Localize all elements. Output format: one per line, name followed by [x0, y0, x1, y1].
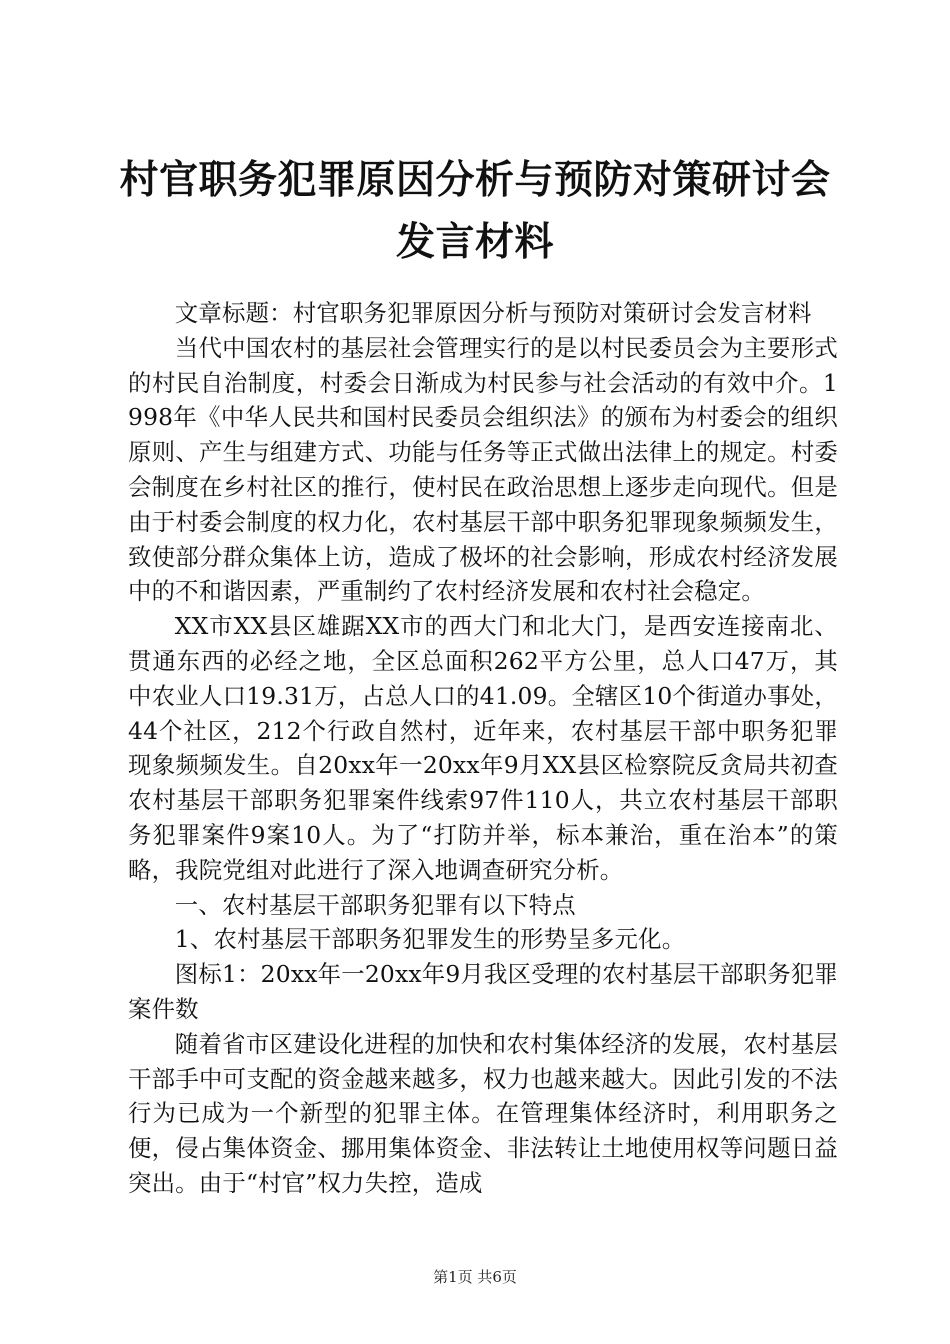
subsection-heading: 1、农村基层干部职务犯罪发生的形势呈多元化。: [174, 925, 686, 954]
page-footer: 第1页 共6页: [433, 1268, 517, 1286]
paragraph-intro: 当代中国农村的基层社会管理实行的是以村民委员会为主要形式的村民自治制度，村委会日渐成为村民参与社会活动的有效中介。1998年《中华人民共和国村民委员会组织法》的颁布为村委会的组织原则、产生与组建方式、功能与任务等正式做出法律上的规定。村委会制度在乡村社区的推行，使村民在政治思想上逐步走向现代。但是由于村委会制度的权力化，农村基层干部中职务犯罪现象频频发生，致使部分群众集体上访，造成了极坏的社会影响，形成农村经济发展中的不和谐因素，严重制约了农村经济发展和农村社会稳定。: [128, 333, 838, 606]
paragraph-district-overview: XX市XX县区雄踞XX市的西大门和北大门，是西安连接南北、贯通东西的必经之地，全区总面积262平方公里，总人口47万，其中农业人口19.31万，占总人口的41.09。全辖区10个街道办事处，44个社区，212个行政自然村，近年来，农村基层干部中职务犯罪现象频频发生。自20xx年一20xx年9月XX县区检察院反贪局共初查农村基层干部职务犯罪案件线索97件110人，共立农村基层干部职务犯罪案件9案10人。为了“打防并举，标本兼治，重在治本”的策略，我院党组对此进行了深入地调查研究分析。: [128, 612, 838, 884]
paragraph-article-title: 文章标题：村官职务犯罪原因分析与预防对策研讨会发言材料: [174, 299, 812, 327]
paragraph-analysis: 随着省市区建设化进程的加快和农村集体经济的发展，农村基层干部手中可支配的资金越来越多，权力也越来越大。因此引发的不法行为已成为一个新型的犯罪主体。在管理集体经济时，利用职务之便，侵占集体资金、挪用集体资金、非法转让土地使用权等问题日益突出。由于“村官”权力失控，造成: [128, 1029, 838, 1197]
section-heading: 一、农村基层干部职务犯罪有以下特点: [174, 890, 576, 919]
document-body: [128, 296, 838, 1201]
figure-caption: 图标1：20xx年一20xx年9月我区受理的农村基层干部职务犯罪案件数: [128, 960, 838, 1023]
document-title: 村官职务犯罪原因分析与预防对策研讨会发言材料: [119, 158, 831, 265]
